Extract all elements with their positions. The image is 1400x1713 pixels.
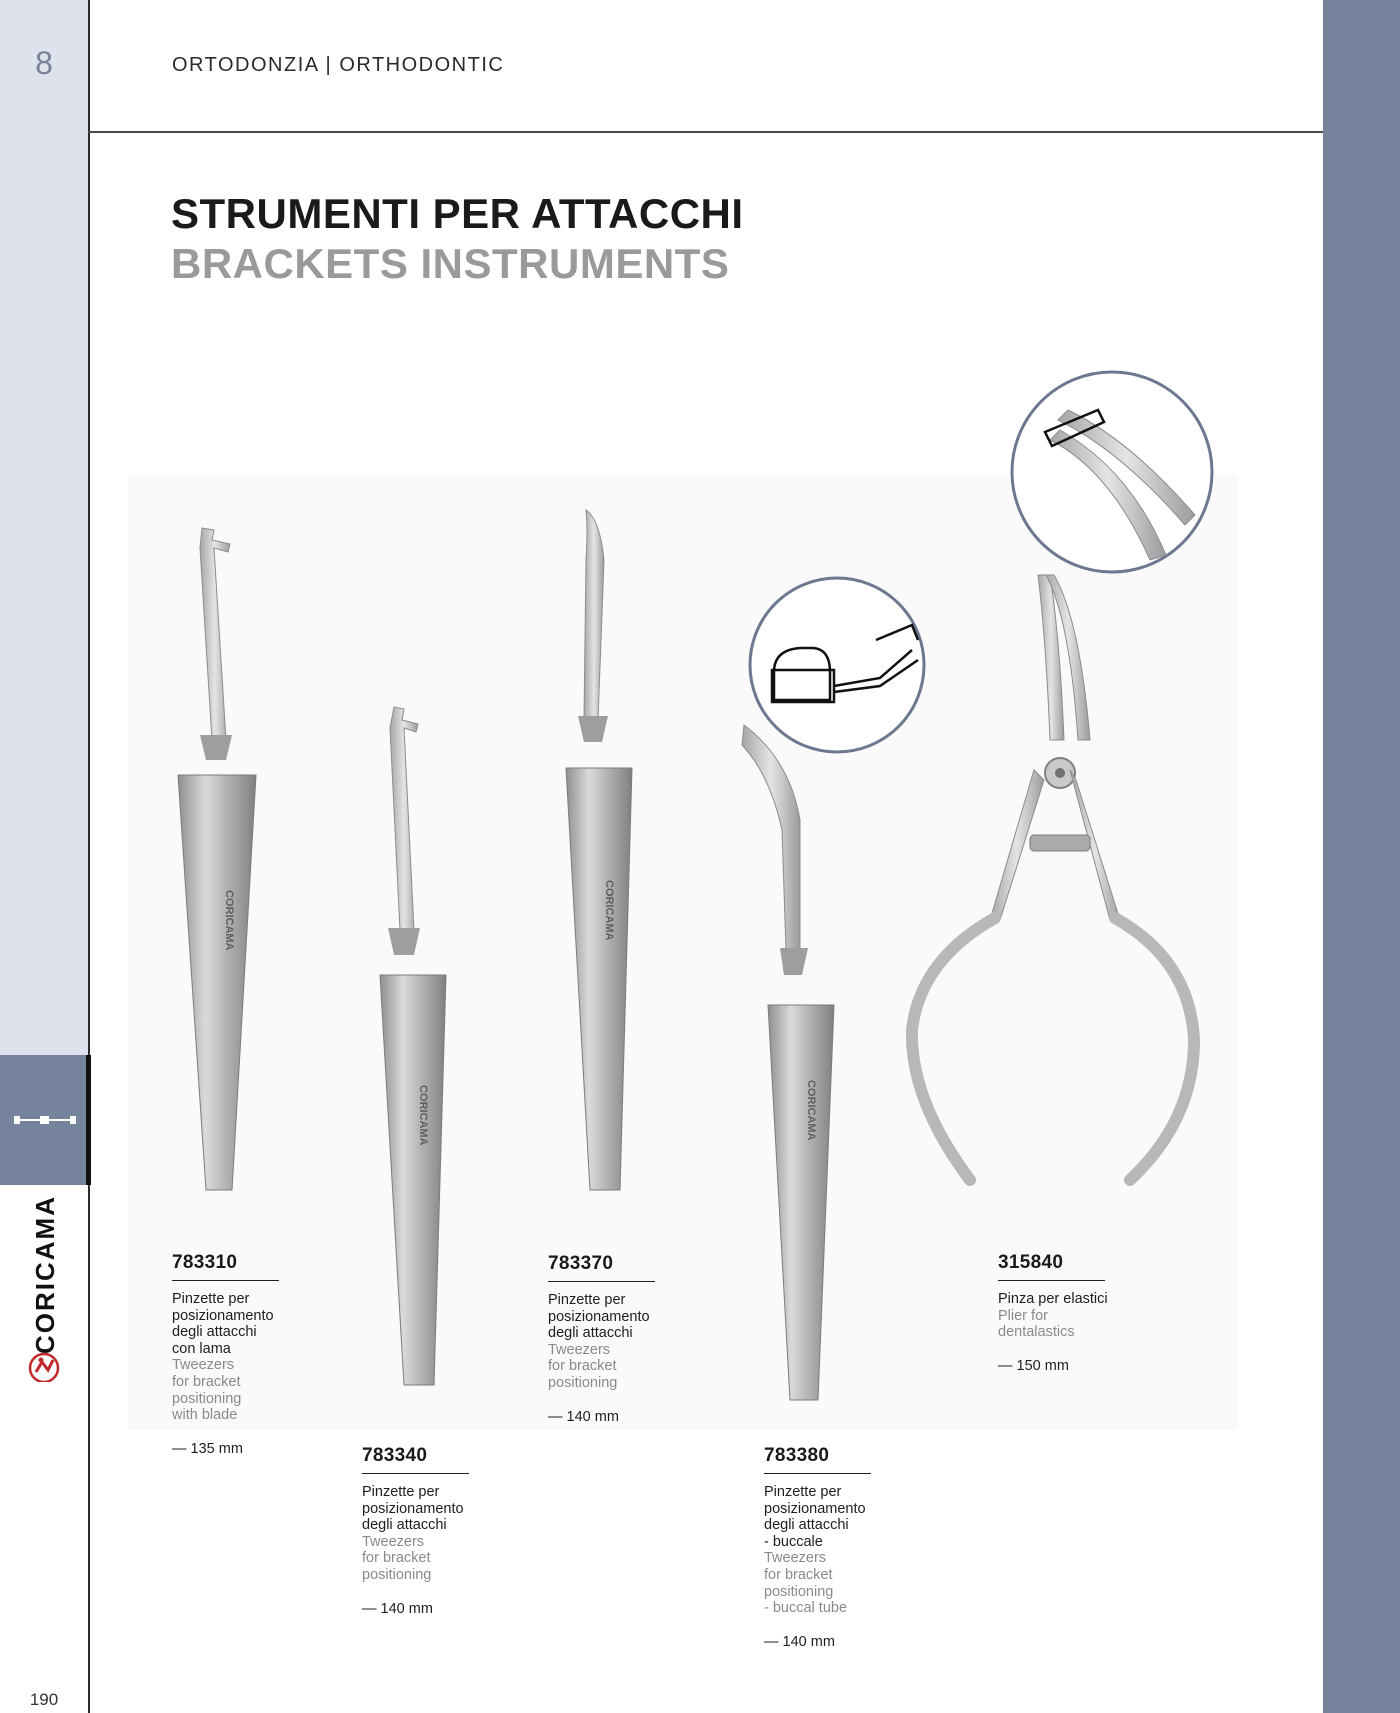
product-desc-italian: Pinzette per posizionamento degli attacchi con lama (172, 1291, 274, 1357)
code-underline (764, 1473, 871, 1474)
product-code: 783340 (362, 1445, 428, 1466)
product-size: — 140 mm (548, 1408, 619, 1425)
product-code: 783370 (548, 1253, 614, 1274)
product-desc-english: Tweezers for bracket positioning (548, 1341, 618, 1391)
product-size: — 140 mm (362, 1600, 433, 1617)
product-code: 315840 (998, 1252, 1064, 1273)
tweezers-783310-imprint: CORICAMA (223, 890, 235, 951)
product-783380 (764, 1445, 934, 1650)
tweezers-783380-image (742, 725, 834, 1400)
product-783370 (548, 1253, 718, 1425)
product-desc-english: Tweezers for bracket positioning - buccal tube (764, 1550, 848, 1617)
product-desc-italian: Pinzette per posizionamento degli attacchi - buccale (764, 1484, 866, 1550)
product-desc-italian: Pinza per elastici (998, 1291, 1108, 1307)
tweezers-783340-image (380, 707, 446, 1385)
tweezers-783370-imprint: CORICAMA (603, 880, 615, 941)
tweezers-783380-imprint: CORICAMA (805, 1080, 817, 1141)
product-783340 (362, 1445, 532, 1617)
product-315840 (998, 1252, 1168, 1374)
section-number: 8 (35, 45, 53, 81)
product-size: — 140 mm (764, 1633, 835, 1650)
product-desc-italian: Pinzette per posizionamento degli attacchi (548, 1292, 650, 1342)
tweezers-783310-image (178, 528, 256, 1190)
product-code: 783380 (764, 1445, 830, 1466)
brand-name: CORICAMA (30, 1195, 60, 1354)
product-size: — 135 mm (172, 1440, 243, 1457)
code-underline (548, 1281, 655, 1282)
page-title-italian: STRUMENTI PER ATTACCHI (171, 190, 744, 237)
section-header: ORTODONZIA | ORTHODONTIC (172, 54, 505, 76)
product-desc-english: Tweezers for bracket positioning (362, 1533, 432, 1583)
tweezers-783340-imprint: CORICAMA (417, 1085, 429, 1146)
product-desc-italian: Pinzette per posizionamento degli attacchi (362, 1484, 464, 1534)
page-title-english: BRACKETS INSTRUMENTS (171, 240, 730, 287)
product-783310 (172, 1252, 342, 1457)
code-underline (172, 1280, 279, 1281)
plier-tip-detail-callout (1012, 372, 1212, 572)
code-underline (362, 1473, 469, 1474)
page-number: 190 (29, 1690, 59, 1709)
product-desc-english: Tweezers for bracket positioning with blade (172, 1357, 242, 1424)
product-size: — 150 mm (998, 1357, 1069, 1374)
product-code: 783310 (172, 1252, 238, 1273)
bracket-detail-callout (750, 578, 924, 752)
plier-315840-image (912, 575, 1194, 1180)
product-desc-english: Plier for dentalastics (998, 1307, 1075, 1341)
tweezers-783370-image (566, 510, 632, 1190)
code-underline (998, 1280, 1105, 1281)
